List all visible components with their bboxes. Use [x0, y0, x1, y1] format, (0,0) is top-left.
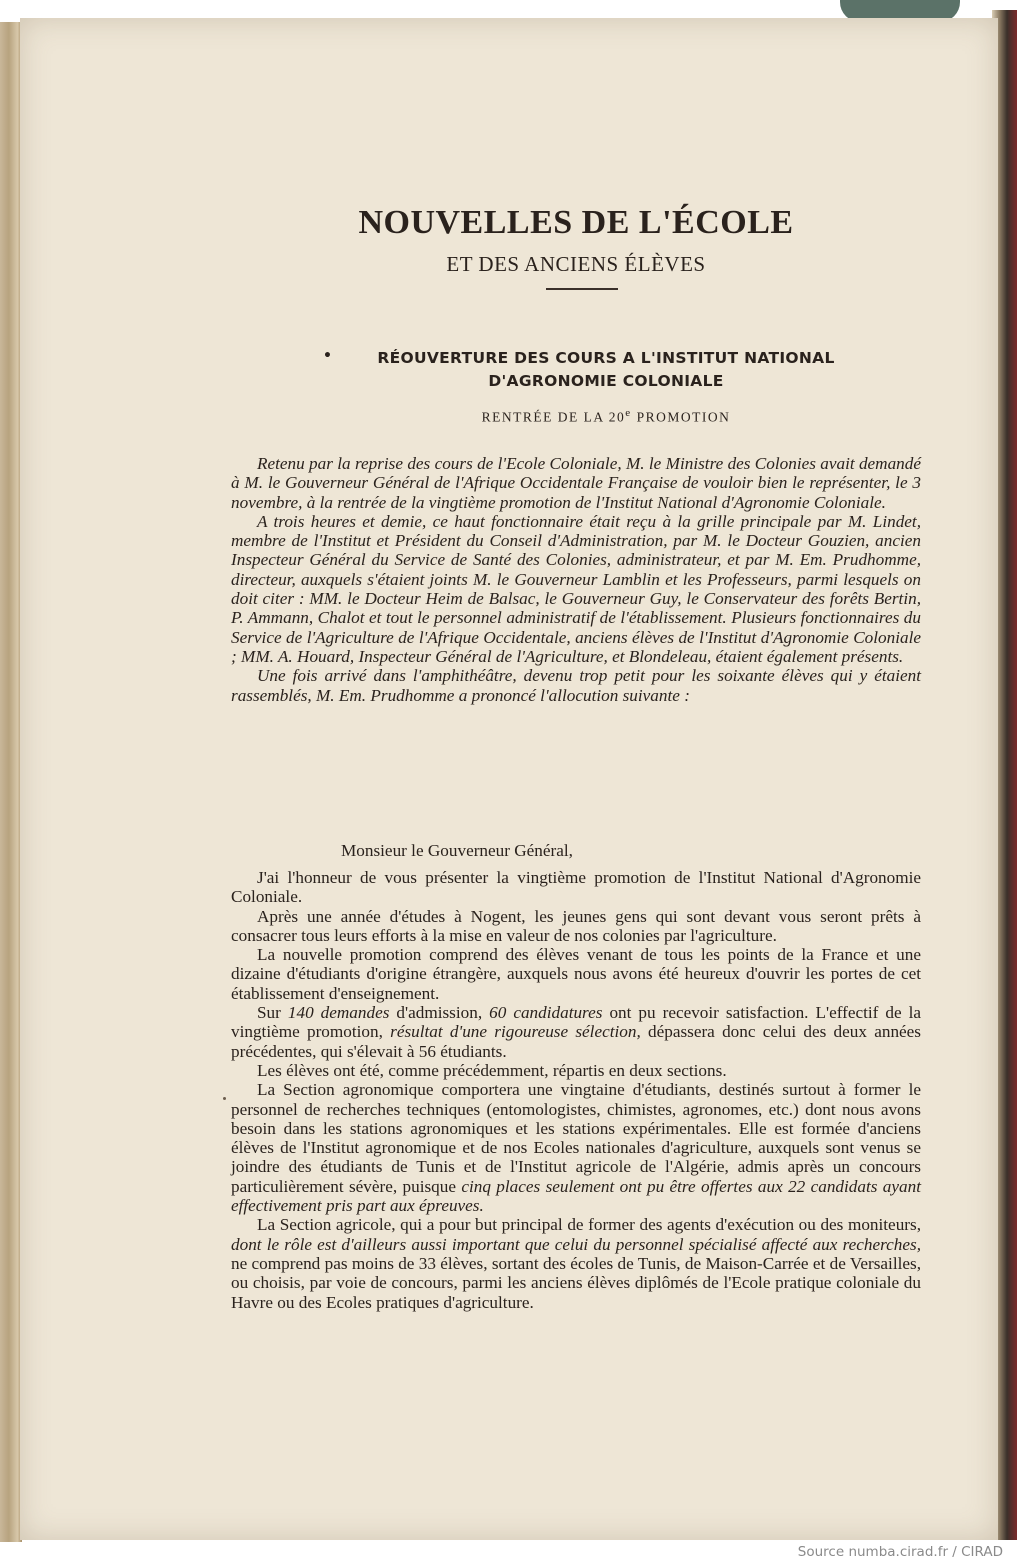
speech-text: dépassera donc celui des deux années précédentes, qui s'élevait à 56 étudiants. — [231, 1022, 921, 1061]
speech-emphasis: résultat d'une rigoureuse sélection, — [390, 1022, 641, 1042]
ink-speck — [223, 1097, 226, 1100]
speech-emphasis: dont le rôle est d'ailleurs aussi important que celui du personnel spécialisé affecté aux recherches, — [231, 1234, 921, 1254]
subheading-text-end: PROMOTION — [631, 409, 731, 425]
speech-paragraph: Les élèves ont été, comme précédemment, répartis en deux sections. — [257, 1060, 727, 1080]
speech-paragraph — [231, 1080, 921, 1215]
article-heading-line2: D'AGRONOMIE COLONIALE — [488, 372, 724, 390]
book-page — [20, 18, 998, 1540]
speech-text: ont pu recevoir satisfaction. L'effectif de la vingtième promotion, — [231, 1003, 922, 1042]
page-title: NOUVELLES DE L'ÉCOLE — [358, 204, 794, 241]
speech-text: d'admission, — [389, 1003, 490, 1023]
speech-text: La Section agronomique comportera une vingtaine d'étudiants, destinés surtout à former le personnel de recherches techniques (entomologistes, chimistes, agronomes, etc.) dont nous avons besoin dans les stations agronomiques et les stations expérimentales. Elle est formée d'anciens élèves de l'Institut agronomique et de nos Ecoles nationales d'agriculture, auxquels sont venus se joindre des étudiants de Tunis et de l'Institut agricole de l'Algérie, admis après un concours particulièrement sévère, puisque — [231, 1080, 921, 1196]
intro-paragraph: A trois heures et demie, ce haut fonctionnaire était reçu à la grille principale par M. Lindet, membre de l'Institut et Président du Conseil d'Administration, par M. le Docteur Gouzien, ancien Inspecteur Général du Service de Santé des Colonies, administrateur, et par M. Em. Prudhomme, directeur, auxquels s'étaient joints M. le Gouverneur Lamblin et les Professeurs, parmi lesquels on doit citer : MM. le Docteur Heim de Balsac, le Gouverneur Guy, le Conservateur des forêts Bertin, P. Ammann, Chalot et tout le personnel administratif de l'établissement. Plusieurs fonctionnaires du Service de l'Agriculture de l'Afrique Occidentale, anciens élèves de l'Institut d'Agronomie Coloniale ; MM. A. Houard, Inspecteur Général de l'Agriculture, et Blondeleau, étaient également présents. — [231, 511, 921, 666]
speech-emphasis: cinq places seulement ont pu être offertes aux 22 candidats ayant effectivement pris part aux épreuves. — [231, 1176, 921, 1216]
intro-paragraph: Une fois arrivé dans l'amphithéâtre, devenu trop petit pour les soixante élèves qui y étaient rassemblés, M. Em. Prudhomme a prononcé l'allocution suivante : — [231, 666, 921, 705]
speech-emphasis: 60 candidatures — [489, 1003, 603, 1023]
intro-block — [231, 454, 921, 705]
speech-paragraph: La nouvelle promotion comprend des élèves venant de tous les points de la France et une dizaine d'étudiants d'origine étrangère, auxquels nous avons été heureux d'ouvrir les portes de cet établissement d'enseignement. — [231, 945, 921, 1003]
speech-salutation: Monsieur le Gouverneur Général, — [341, 841, 573, 860]
speech-paragraph: Après une année d'études à Nogent, les jeunes gens qui sont devant vous seront prêts à consacrer tous leurs efforts à la mise en valeur de nos colonies par l'agriculture. — [231, 906, 921, 945]
subheading-text: RENTRÉE DE LA 20 — [481, 409, 626, 425]
article-heading-line1: RÉOUVERTURE DES COURS A L'INSTITUT NATIONAL — [377, 349, 835, 367]
article-heading — [291, 347, 921, 393]
source-credit: Source numba.cirad.fr / CIRAD — [797, 1544, 1003, 1560]
heading-bullet: • — [323, 348, 333, 364]
subheading-superscript: e — [625, 407, 632, 419]
speech-paragraph: J'ai l'honneur de vous présenter la vingtième promotion de l'Institut National d'Agronomie Coloniale. — [231, 868, 921, 907]
speech-text: ne comprend pas moins de 33 élèves, sortant des écoles de Tunis, de Maison-Carrée et de Versailles, ou choisis, par voie de concours, parmi les anciens élèves diplômés de l'Ecole pratique coloniale du Havre ou des Ecoles pratiques d'agriculture. — [231, 1253, 921, 1312]
speech-paragraph — [231, 1215, 921, 1311]
intro-paragraph: Retenu par la reprise des cours de l'Ecole Coloniale, M. le Ministre des Colonies avait demandé à M. le Gouverneur Général de l'Afrique Occidentale Française de vouloir bien le représenter, le 3 novembre, à la rentrée de la vingtième promotion de l'Institut National d'Agronomie Coloniale. — [231, 454, 921, 512]
page-subtitle: ET DES ANCIENS ÉLÈVES — [446, 252, 706, 276]
speech-emphasis: 140 demandes — [287, 1003, 390, 1023]
speech-paragraph — [231, 1003, 921, 1061]
speech-block — [231, 868, 921, 1312]
speech-text: Sur — [257, 1003, 288, 1023]
speech-text: La Section agricole, qui a pour but principal de former des agents d'exécution ou des moniteurs, — [257, 1215, 921, 1235]
book-edge-left — [0, 22, 22, 1542]
title-rule — [546, 288, 618, 290]
article-subheading — [291, 407, 921, 426]
